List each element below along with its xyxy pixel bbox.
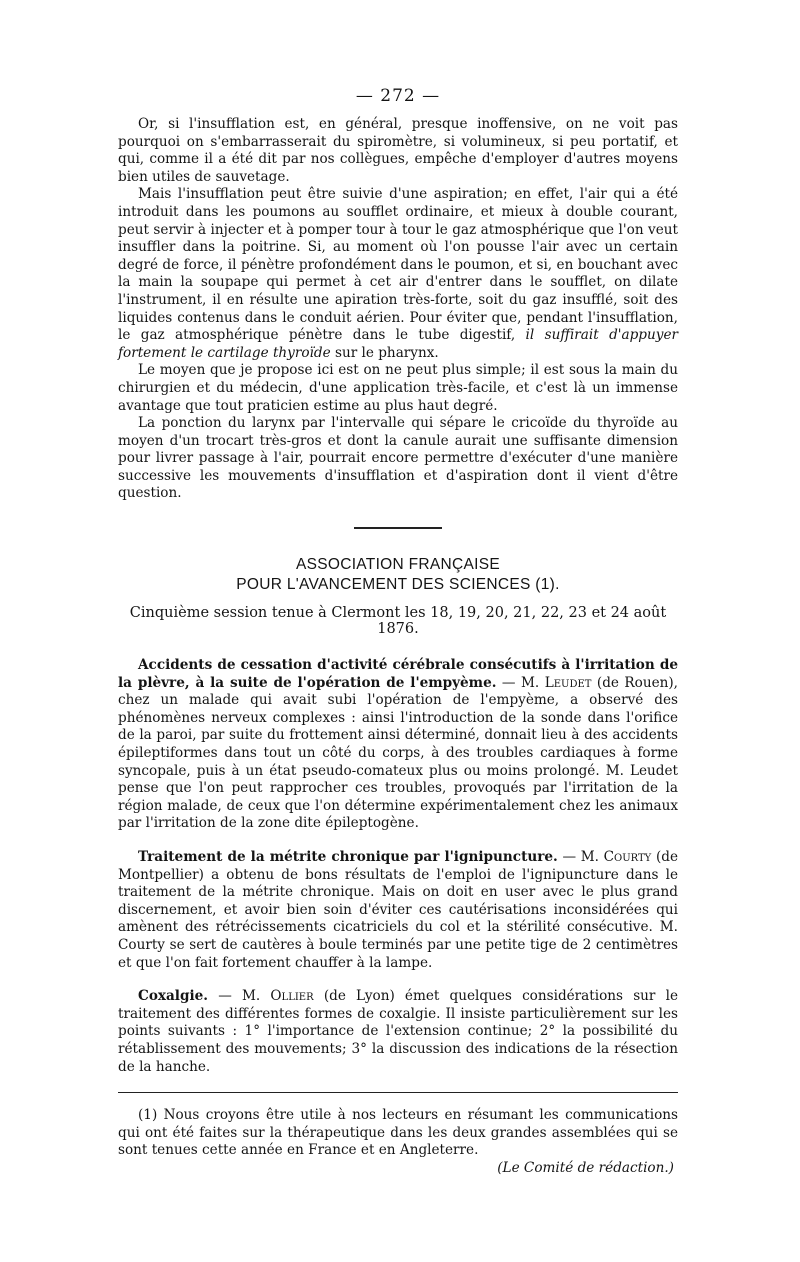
intro-paragraph-3: Le moyen que je propose ici est on ne peut plus simple; il est sous la main du chirurgien et du médecin, d'une application très-facile, et c'est là un immense avantage que tout praticien estime au plus haut degré. [118,362,678,414]
section-title: Accidents de cessation d'activité cérébrale consécutifs à l'irritation de la plèvre, à la suite de l'opération de l'empyème. [118,657,678,691]
intro-paragraph-2-start: Mais l'insufflation peut être suivie d'une aspiration; en effet, l'air qui a été introduit dans les poumons au soufflet ordinaire, et mieux à double courant, peut servir à injecter et à pomper tour à tour le gaz atmosphérique que l'on veut insuffler dans la poitrine. Si, au moment où l'on pousse l'air avec un certain degré de force, il pénètre profondément dans le poumon, et si, en bouchant avec la main la soupape qui permet à cet air d'entrer dans le soufflet, on dilate l'instrument, il en résulte une apiration très-forte, soit du gaz insufflé, soit des liquides contenus dans le conduit aérien. Pour éviter que, pendant l'insufflation, le gaz atmosphérique pénètre dans le tube digestif, [118,186,678,344]
intro-paragraph-2-italic: il suffirait d'appuyer fortement le cartilage thyroïde [118,327,678,361]
section-divider [354,527,442,529]
author-name: Ollier [270,988,314,1005]
section-metrite: Traitement de la métrite chronique par l'ignipuncture. — M. Courty (de Montpellier) a obtenu de bons résultats de l'emploi de l'ignipuncture dans le traitement de la métrite chronique. Mais on doit en user avec le plus grand discernement, et avoir bien soin d'éviter ces cautérisations inconsidérées qui amènent des rétrécissements cicatriciels du col et la stérilité consécutive. M. Courty se sert de cautères à boule terminés par une petite tige de 2 centimètres et que l'on fait fortement chauffer à la lampe. [118,849,679,971]
author-name: Courty [603,849,652,865]
footnote-signature: (Le Comité de rédaction.) [497,1159,674,1176]
footnote-text: (1) Nous croyons être utile à nos lecteurs en résumant les communications qui ont été faites sur la thérapeutique dans les deux grandes assemblées qui se sont tenues cette année en France et en Angleterre. [118,1107,678,1159]
author-name: Leudet [544,674,592,691]
intro-paragraph-1: Or, si l'insufflation est, en général, presque inoffensive, on ne voit pas pourquoi on s'embarrasserait du spiromètre, si volumineux, si peu portatif, et qui, comme il a été dit par nos collègues, empêche d'employer d'autres moyens bien utiles de sauvetage. [118,116,678,185]
association-heading-2: POUR L'AVANCEMENT DES SCIENCES (1). [236,576,560,594]
section-coxalgie: Coxalgie. — M. Ollier (de Lyon) émet quelques considérations sur le traitement des différentes formes de coxalgie. Il insiste particulièrement sur les points suivants : 1° l'importance de l'extension continue; 2° la possibilité du rétablissement des mouvements; 3° la discussion des indications de la résection de la hanche. [118,988,678,1075]
intro-paragraph-2-end: sur le pharynx. [334,344,439,361]
page [118,86,678,1176]
section-empyeme: Accidents de cessation d'activité cérébrale consécutifs à l'irritation de la plèvre, à la suite de l'opération de l'empyème. — M. Leudet (de Rouen), chez un malade qui avait subi l'opération de l'empyème, a observé des phénomènes nerveux complexes : ainsi l'introduction de la sonde dans l'orifice de la paroi, par suite du frottement ainsi déterminé, donnait lieu à des accidents épileptiformes dans tout un côté du corps, à des troubles cardiaques à forme syncopale, puis à un état pseudo-comateux plus ou moins prolongé. M. Leudet pense que l'on peut rapprocher ces troubles, provoqués par l'irritation de la région malade, de ceux que l'on détermine expérimentalement chez les animaux par l'irritation de la zone dite épileptogène. [118,657,679,832]
section-title: Coxalgie. [138,988,209,1005]
section-title: Traitement de la métrite chronique par l'ignipuncture. [138,849,558,865]
session-line: Cinquième session tenue à Clermont les 18, 19, 20, 21, 22, 23 et 24 août 1876. [129,605,667,638]
intro-paragraph-2 [118,186,678,362]
page-number: — 272 — [355,86,441,106]
association-heading-1: ASSOCIATION FRANÇAISE [295,556,501,574]
intro-paragraph-4: La ponction du larynx par l'intervalle qui sépare le cricoïde du thyroïde au moyen d'un trocart très-gros et dont la canule aurait une suffisante dimension pour livrer passage à l'air, pourrait encore permettre d'exécuter d'une manière successive les mouvements d'insufflation et d'aspiration dont il vient d'être question. [118,415,678,502]
footnote-divider [118,1092,678,1093]
